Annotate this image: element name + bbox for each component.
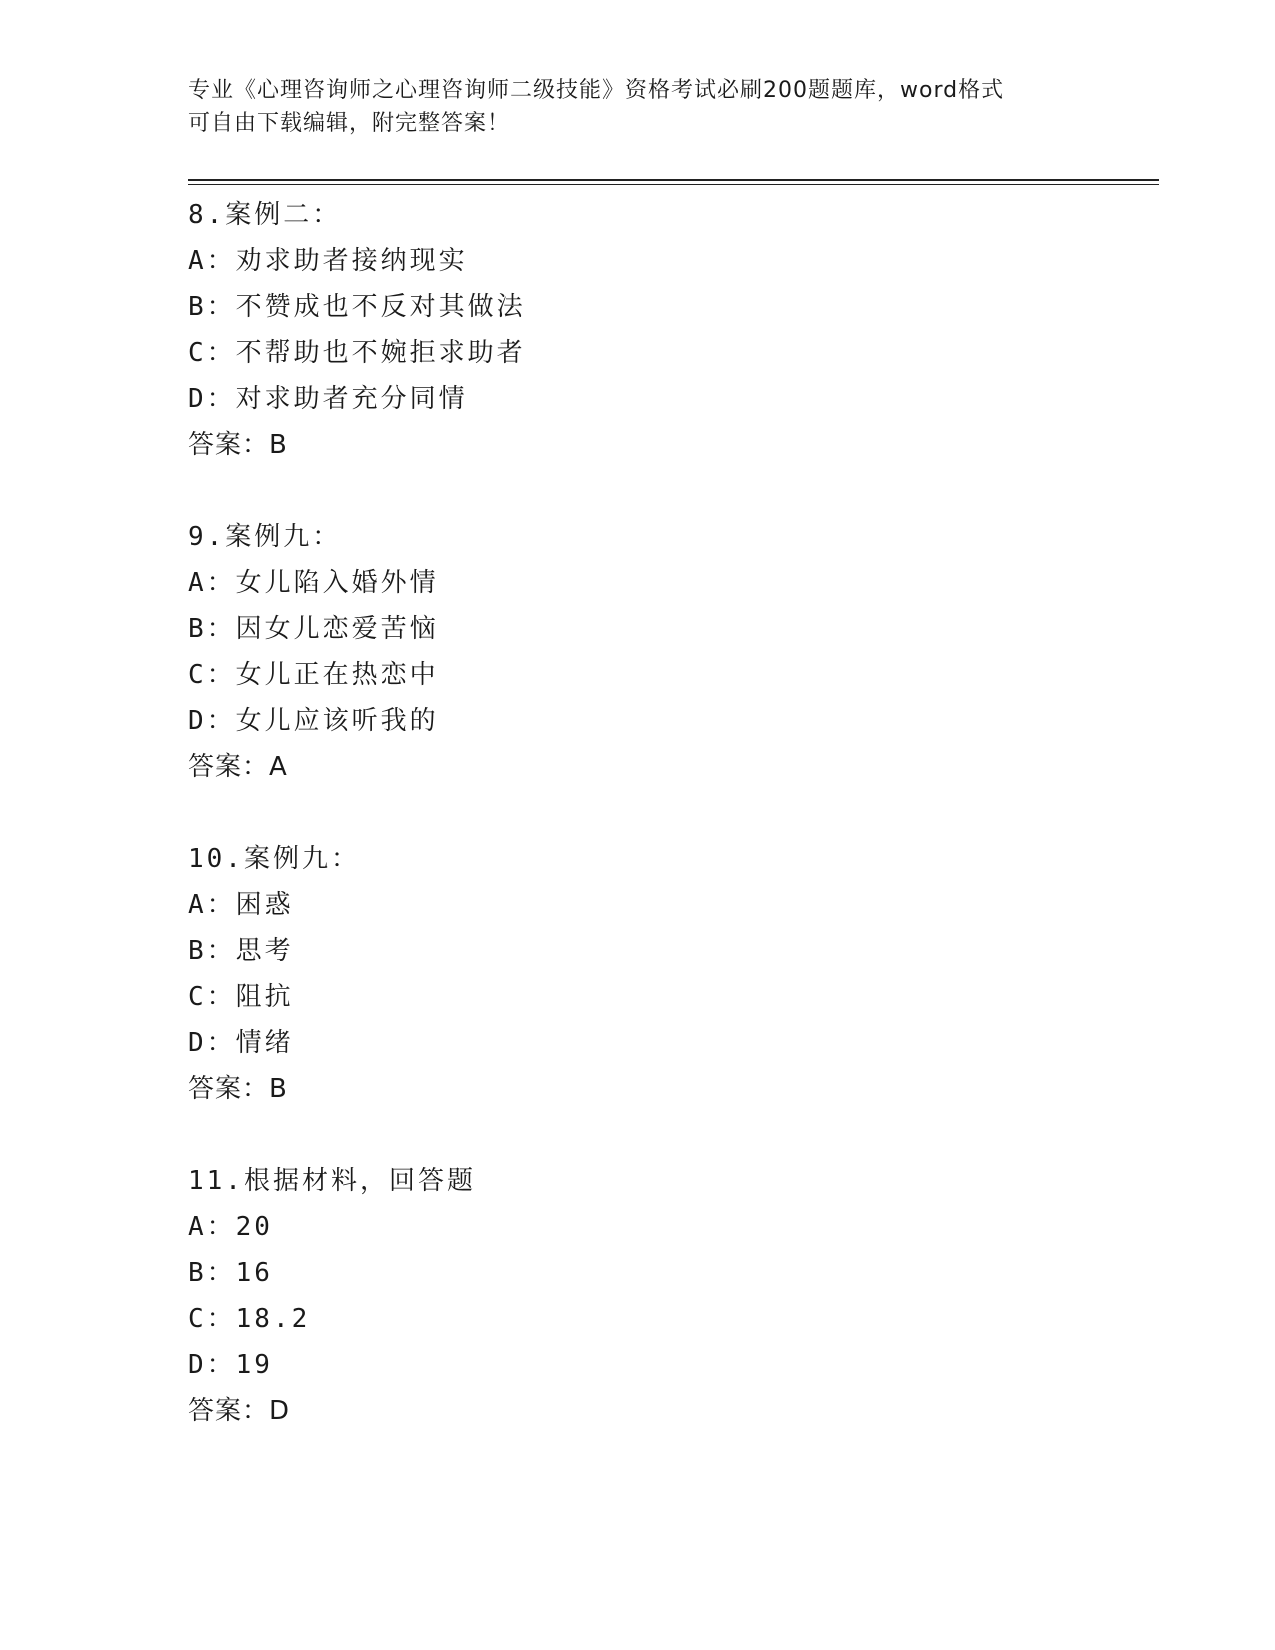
question-10 <box>188 836 1159 1112</box>
header-line-2: 可自由下载编辑，附完整答案！ <box>188 111 511 136</box>
answer-label: 答案：B <box>188 1074 288 1104</box>
option-c: C：阻抗 <box>188 982 294 1012</box>
option-a: A：20 <box>188 1212 273 1242</box>
option-a: A：女儿陷入婚外情 <box>188 568 439 598</box>
question-title: 10.案例九： <box>188 844 360 874</box>
option-d: D：对求助者充分同情 <box>188 384 468 414</box>
question-9 <box>188 514 1159 790</box>
question-8 <box>188 192 1159 468</box>
header-divider <box>188 179 1159 185</box>
option-d: D：19 <box>188 1350 273 1380</box>
question-title: 9.案例九： <box>188 522 342 552</box>
answer-label: 答案：B <box>188 430 288 460</box>
option-a: A：劝求助者接纳现实 <box>188 246 468 276</box>
option-b: B：16 <box>188 1258 273 1288</box>
document-header <box>188 74 1088 140</box>
answer-label: 答案：A <box>188 752 288 782</box>
option-b: B：思考 <box>188 936 294 966</box>
option-b: B：不赞成也不反对其做法 <box>188 292 526 322</box>
header-line-1: 专业《心理咨询师之心理咨询师二级技能》资格考试必刷200题题库，word格式 <box>188 78 1005 103</box>
option-b: B：因女儿恋爱苦恼 <box>188 614 439 644</box>
question-11 <box>188 1158 1159 1434</box>
question-title: 8.案例二： <box>188 200 342 230</box>
option-d: D：女儿应该听我的 <box>188 706 439 736</box>
option-c: C：不帮助也不婉拒求助者 <box>188 338 526 368</box>
question-list <box>188 192 1159 1480</box>
option-a: A：困惑 <box>188 890 294 920</box>
answer-label: 答案：D <box>188 1396 291 1426</box>
option-c: C：18.2 <box>188 1304 311 1334</box>
question-title: 11.根据材料，回答题 <box>188 1166 476 1196</box>
option-c: C：女儿正在热恋中 <box>188 660 439 690</box>
option-d: D：情绪 <box>188 1028 294 1058</box>
